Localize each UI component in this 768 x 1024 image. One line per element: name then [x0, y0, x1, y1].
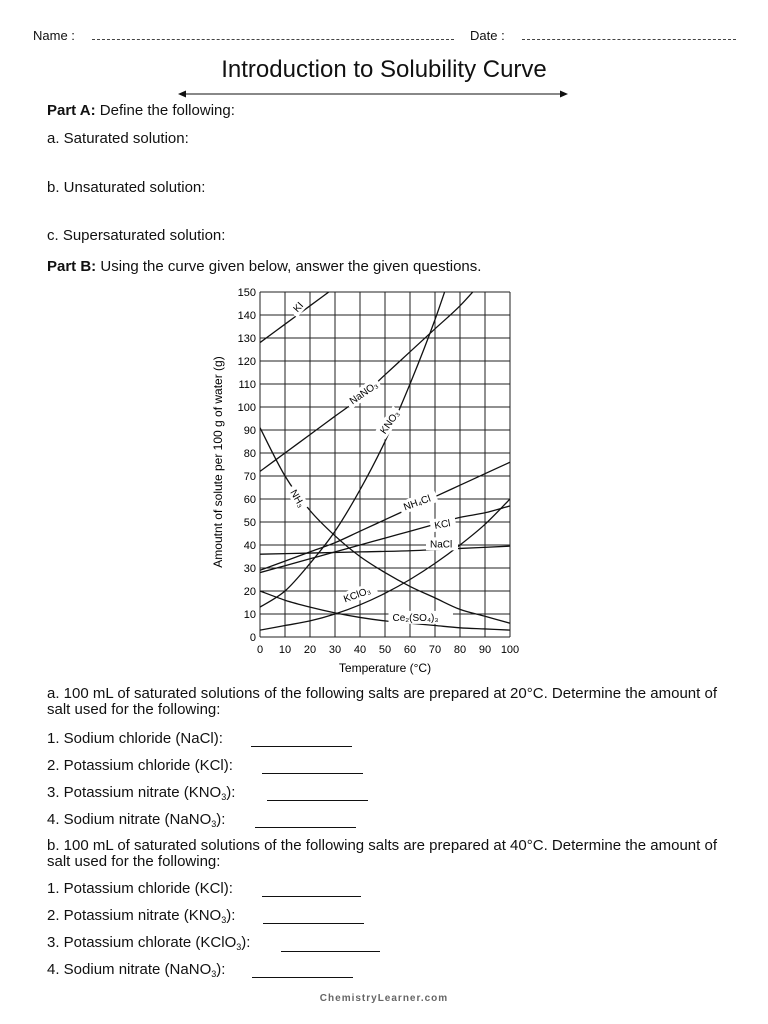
x-tick-label: 10 — [278, 644, 292, 656]
x-tick-label: 80 — [453, 644, 467, 656]
name-label: Name : — [33, 28, 75, 43]
question-b-item-1: 1. Potassium chloride (KCl): — [47, 880, 233, 897]
curve-label: KCl — [433, 518, 452, 532]
question-b-item-3: 3. Potassium chlorate (KClO$_3$): — [47, 934, 251, 952]
curve-label: NH₃ — [287, 488, 307, 510]
y-tick-label: 40 — [243, 540, 256, 552]
part-b-instruction: Using the curve given below, answer the given questions. — [100, 258, 482, 275]
question-a-item-3: 3. Potassium nitrate $(KNO_3)$: — [47, 784, 236, 802]
part-a-item-supersaturated: c. Supersaturated solution: — [47, 227, 226, 244]
part-a-item-unsaturated: b. Unsaturated solution: — [47, 179, 206, 196]
y-tick-label: 60 — [243, 494, 256, 506]
curve-label: KNO₃ — [378, 408, 403, 437]
question-a-item-2: 2. Potassium chloride (KCl): — [47, 757, 233, 774]
y-tick-label: 70 — [243, 471, 256, 483]
y-tick-label: 130 — [237, 333, 256, 345]
x-tick-label: 90 — [478, 644, 492, 656]
y-tick-label: 50 — [243, 517, 256, 529]
y-tick-label: 80 — [243, 448, 256, 460]
answer-b1-line[interactable] — [262, 896, 361, 897]
footer-brand: ChemistryLearner.com — [319, 993, 449, 1004]
answer-a2-line[interactable] — [262, 773, 363, 774]
part-a-instruction: Define the following: — [99, 102, 235, 119]
curve-label: Ce₂(SO₄)₃ — [392, 612, 439, 624]
page-title: Introduction to Solubility Curve — [221, 56, 547, 83]
y-tick-label: 30 — [243, 563, 256, 575]
question-b-item-2: 2. Potassium nitrate $(KNO_3)$: — [47, 907, 236, 925]
chart-x-axis-label: Temperature (°C) — [338, 661, 432, 675]
y-tick-label: 110 — [238, 379, 256, 391]
y-tick-label: 10 — [243, 609, 256, 621]
chart-ticks — [238, 287, 520, 656]
x-tick-label: 70 — [428, 644, 442, 656]
y-tick-label: 150 — [237, 287, 256, 299]
y-tick-label: 0 — [249, 632, 256, 644]
date-field[interactable] — [522, 39, 736, 40]
x-tick-label: 60 — [403, 644, 417, 656]
part-a-label: Part A: — [47, 102, 96, 119]
solubility-chart — [200, 280, 540, 680]
curve-label: KI — [291, 300, 307, 315]
x-tick-label: 100 — [500, 644, 520, 656]
x-tick-label: 0 — [256, 644, 264, 656]
part-b-heading — [47, 259, 481, 275]
question-a-item-1: 1. Sodium chloride (NaCl): — [47, 730, 223, 747]
x-tick-label: 40 — [353, 644, 367, 656]
part-a-item-saturated: a. Saturated solution: — [47, 130, 189, 147]
title-underline-arrow — [178, 90, 568, 98]
y-tick-label: 100 — [237, 402, 256, 414]
answer-a4-line[interactable] — [255, 827, 356, 828]
curve-label: NaNO₃ — [347, 379, 381, 408]
part-a-heading — [47, 103, 235, 119]
answer-a1-line[interactable] — [251, 746, 352, 747]
y-tick-label: 20 — [243, 586, 256, 598]
answer-b3-line[interactable] — [281, 951, 380, 952]
question-b-intro: b. 100 mL of saturated solutions of the following salts are prepared at 40°C. Determine the amount of salt used for the following: — [47, 837, 717, 870]
y-tick-label: 90 — [243, 425, 256, 437]
chart-y-axis-label: Amoutnt of solute per 100 g of water (g) — [211, 356, 225, 568]
date-label: Date : — [470, 28, 505, 43]
y-tick-label: 140 — [237, 310, 256, 322]
x-tick-label: 20 — [303, 644, 317, 656]
curve-label: NH₄Cl — [402, 493, 433, 514]
x-tick-label: 50 — [378, 644, 392, 656]
curve-label: NaCl — [430, 539, 453, 551]
y-tick-label: 120 — [237, 356, 256, 368]
question-a-intro: a. 100 mL of saturated solutions of the following salts are prepared at 20°C. Determine the amount of salt used for the following: — [47, 685, 717, 718]
answer-b4-line[interactable] — [252, 977, 353, 978]
name-field[interactable] — [92, 39, 454, 40]
answer-a3-line[interactable] — [267, 800, 368, 801]
x-tick-label: 30 — [328, 644, 342, 656]
answer-b2-line[interactable] — [263, 923, 364, 924]
part-b-label: Part B: — [47, 258, 97, 275]
question-b-item-4: 4. Sodium nitrate (NaNO$_3$): — [47, 961, 226, 979]
curve-label: KClO₃ — [342, 585, 373, 606]
question-a-item-4: 4. Sodium nitrate (NaNO$_3$): — [47, 811, 226, 829]
chart-curve-labels — [285, 295, 458, 624]
chart-grid — [260, 292, 510, 637]
